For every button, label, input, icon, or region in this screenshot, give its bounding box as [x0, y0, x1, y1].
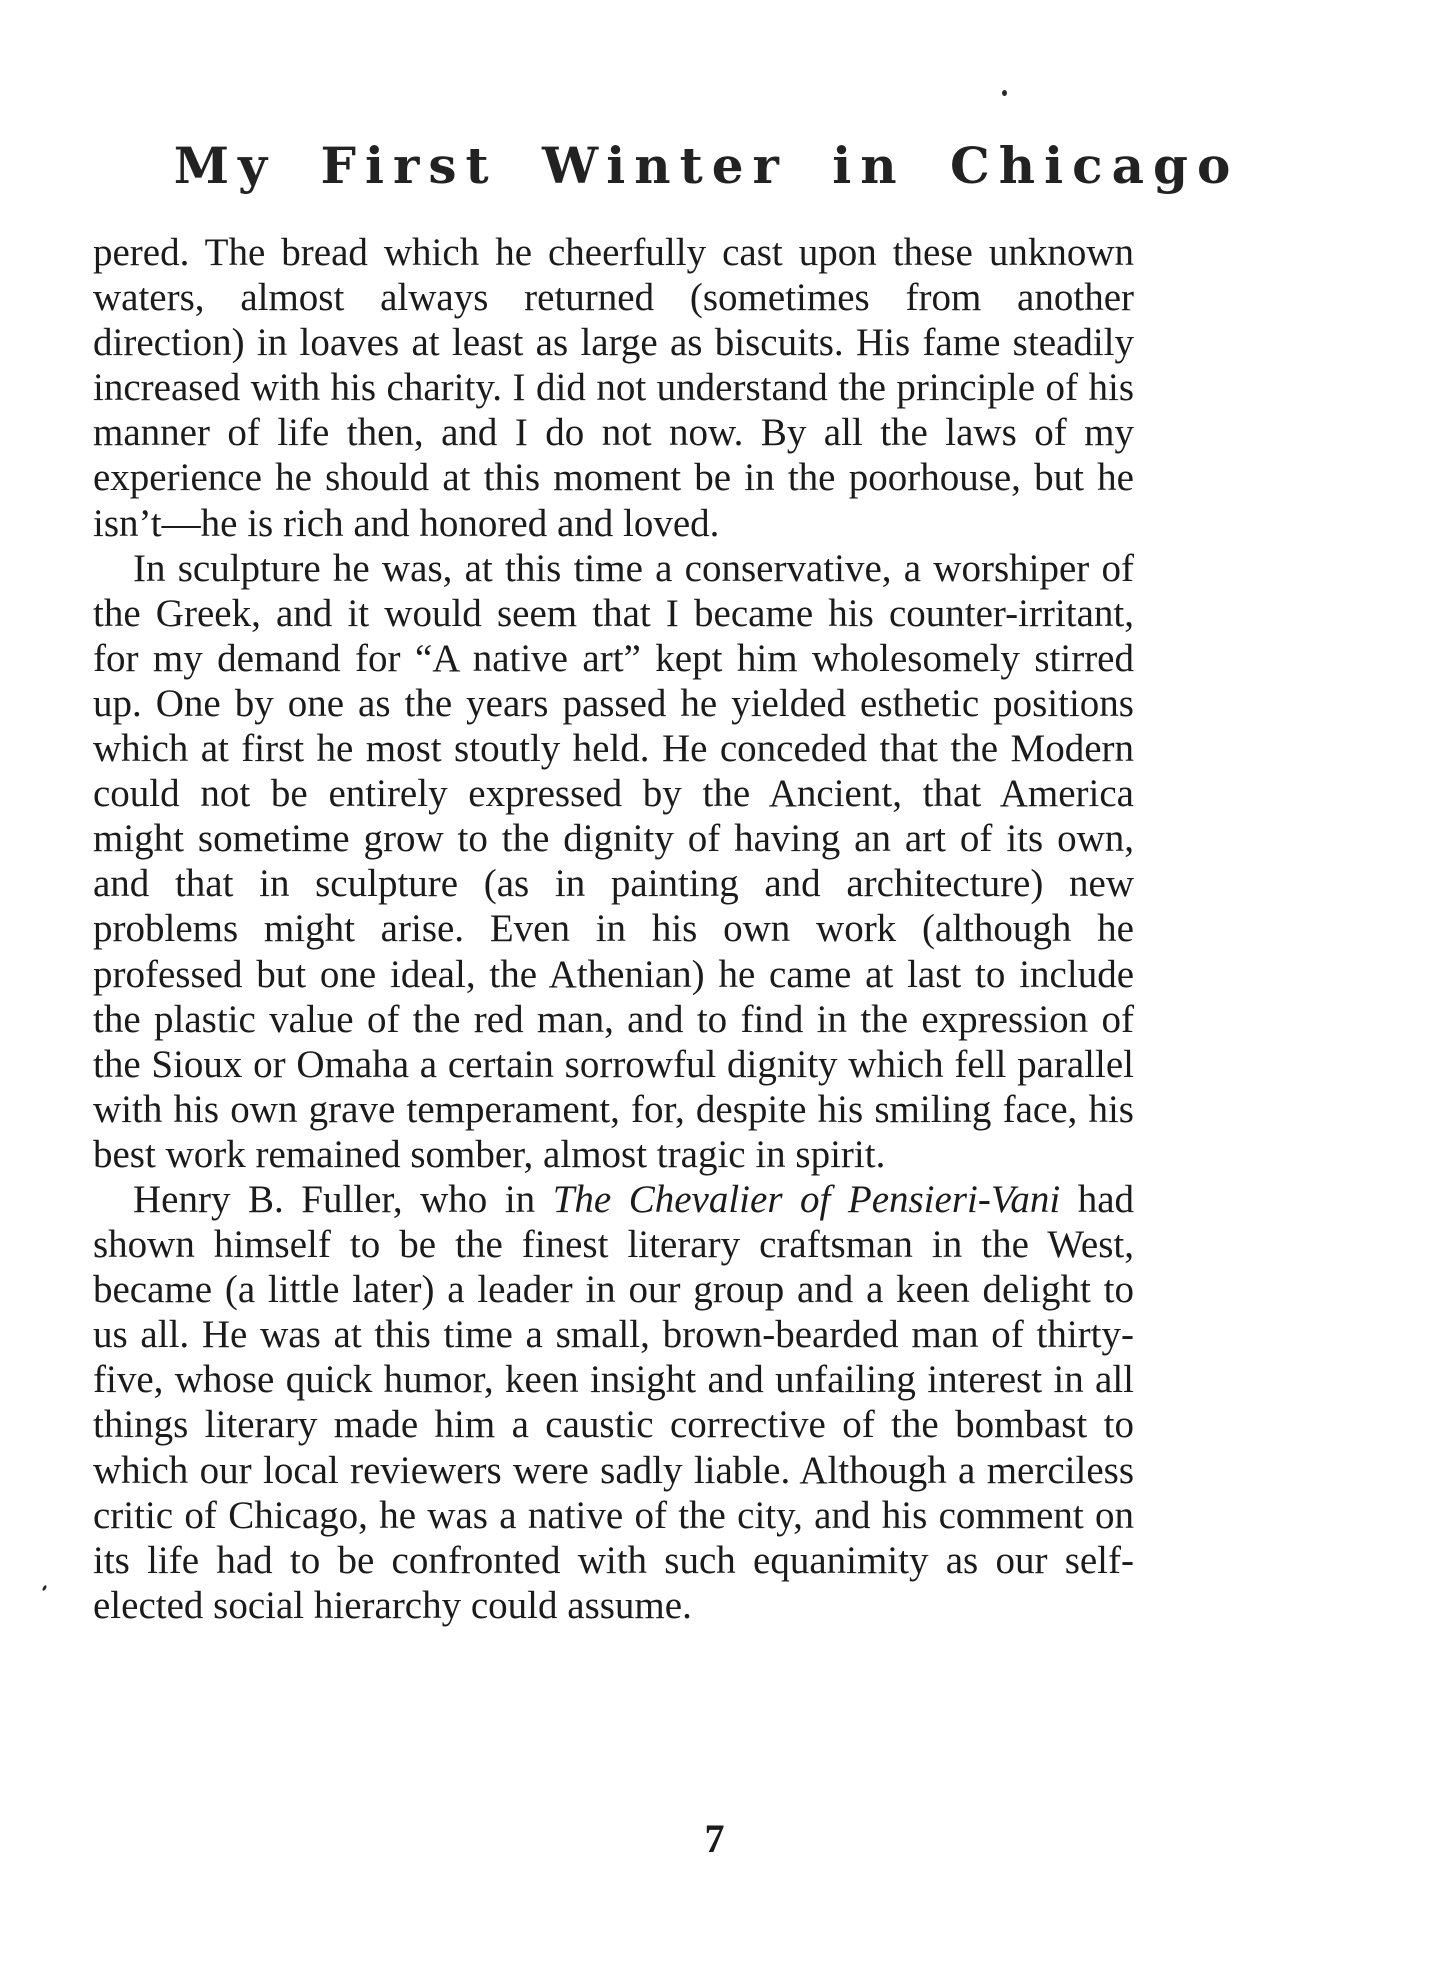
body-text [93, 230, 1134, 1628]
ink-speck [42, 1585, 48, 1592]
paragraph-text: had shown himself to be the finest literary craftsman in the West, became (a little later) a leader in our group and a keen delight to us all. He was at this time a small, brown-bearded man of thirty-five, whose quick humor, keen insight and unfailing interest in all things literary made him a caustic corrective of the bombast to which our local reviewers were sadly liable. Although a merciless critic of Chicago, he was a native of the city, and his comment on its life had to be confronted with such equanimity as our self-elected social hierarchy could assume. [93, 1177, 1135, 1627]
paragraph: In sculpture he was, at this time a conservative, a worshiper of the Greek, and it would seem that I became his counter-irritant, for my demand for “A native art” kept him wholesomely stirred up. One by one as the years passed he yielded esthetic positions which at first he most stoutly held. He conceded that the Modern could not be entirely expressed by the Ancient, that America might sometime grow to the dignity of having an art of its own, and that in sculpture (as in painting and architecture) new problems might arise. Even in his own work (although he professed but one ideal, the Athenian) he came at last to include the plastic value of the red man, and to find in the expression of the Sioux or Omaha a certain sorrowful dignity which fell parallel with his own grave temperament, for, despite his smiling face, his best work remained somber, almost tragic in spirit. [93, 546, 1134, 1176]
page-number: 7 [704, 1816, 725, 1861]
paragraph: pered. The bread which he cheerfully cast upon these unknown waters, almost always returned (sometimes from another direction) in loaves at least as large as biscuits. His fame steadily increased with his charity. I did not understand the principle of his manner of life then, and I do not now. By all the laws of my experience he should at this moment be in the poorhouse, but he isn’t—he is rich and honored and loved. [93, 231, 1134, 545]
paragraph-text: Henry B. Fuller, who in [133, 1177, 553, 1221]
ink-speck [1002, 90, 1007, 96]
running-head: My First Winter in Chicago [173, 136, 1240, 195]
book-title: The Chevalier of Pensieri-Vani [552, 1177, 1061, 1221]
paragraph [93, 1177, 1134, 1628]
